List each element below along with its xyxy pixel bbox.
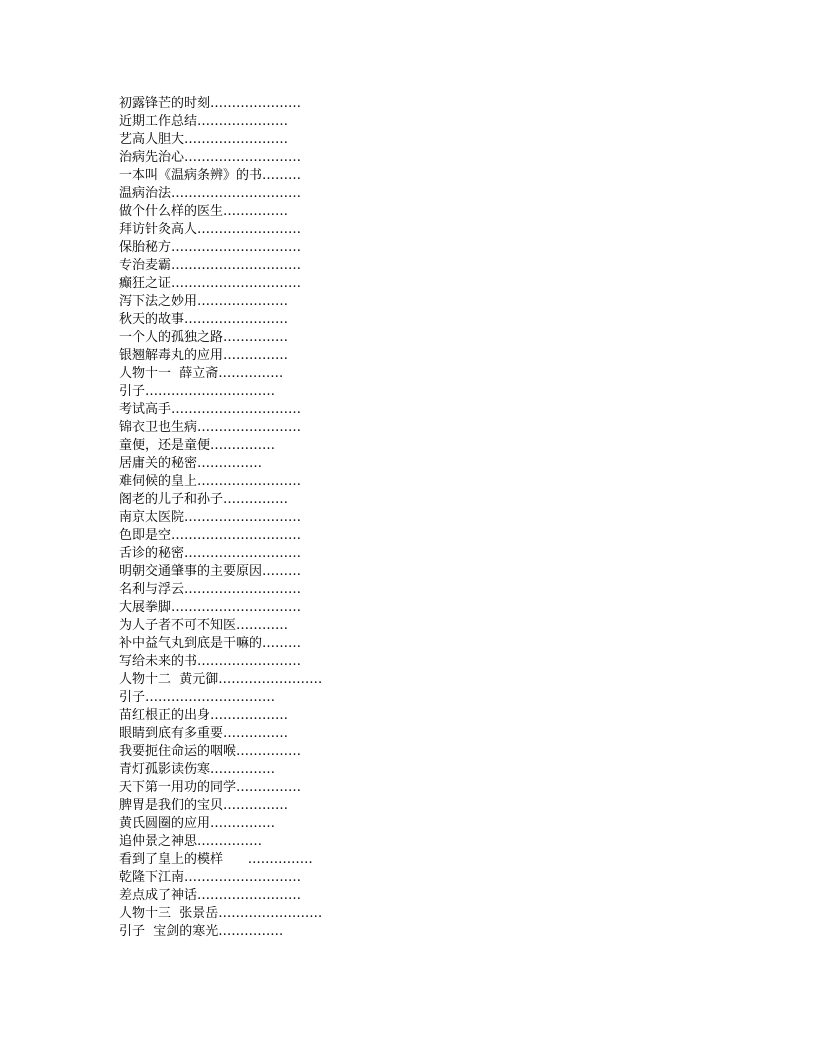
toc-entry: 癫狂之证………………………… — [119, 276, 302, 291]
toc-entry: 看到了皇上的模样 …………… — [119, 852, 313, 867]
toc-entry: 补中益气丸到底是干嘛的……… — [119, 636, 302, 651]
toc-entry: 人物十一 薛立斋…………… — [119, 366, 284, 381]
toc-entry: 天下第一用功的同学…………… — [119, 780, 302, 795]
toc-entry: 阁老的儿子和孙子…………… — [119, 492, 289, 507]
toc-entry: 童便，还是童便…………… — [119, 438, 276, 453]
toc-entry: 一本叫《温病条辨》的书……… — [119, 168, 302, 183]
toc-entry: 治病先治心……………………… — [119, 150, 302, 165]
toc-entry: 我要扼住命运的咽喉…………… — [119, 744, 302, 759]
toc-entry: 人物十二 黄元御…………………… — [119, 672, 323, 687]
toc-entry: 引子………………………… — [119, 690, 276, 705]
toc-entry: 泻下法之妙用………………… — [119, 294, 289, 309]
toc-entry: 考试高手………………………… — [119, 402, 302, 417]
toc-entry: 专治麦霸………………………… — [119, 258, 302, 273]
toc-entry: 难伺候的皇上…………………… — [119, 474, 302, 489]
toc-entry: 青灯孤影读伤寒…………… — [119, 762, 276, 777]
toc-entry: 南京太医院……………………… — [119, 510, 302, 525]
toc-entry: 引子 宝剑的寒光…………… — [119, 924, 284, 939]
toc-entry: 一个人的孤独之路…………… — [119, 330, 289, 345]
toc-entry: 为人子者不可不知医………… — [119, 618, 289, 633]
toc-entry: 追仲景之神思…………… — [119, 834, 263, 849]
toc-entry: 做个什么样的医生…………… — [119, 204, 289, 219]
toc-entry: 近期工作总结………………… — [119, 114, 289, 129]
toc-entry: 引子………………………… — [119, 384, 276, 399]
toc-entry: 写给未来的书…………………… — [119, 654, 302, 669]
toc-entry: 初露锋芒的时刻………………… — [119, 96, 302, 111]
toc-entry: 苗红根正的出身……………… — [119, 708, 289, 723]
toc-entry: 黄氏圆圈的应用…………… — [119, 816, 276, 831]
toc-entry: 差点成了神话…………………… — [119, 888, 302, 903]
toc-entry: 锦衣卫也生病…………………… — [119, 420, 302, 435]
toc-entry: 温病治法………………………… — [119, 186, 302, 201]
toc-entry: 舌诊的秘密……………………… — [119, 546, 302, 561]
toc-entry: 居庸关的秘密…………… — [119, 456, 263, 471]
toc-entry: 大展拳脚………………………… — [119, 600, 302, 615]
toc-entry: 明朝交通肇事的主要原因……… — [119, 564, 302, 579]
toc-entry: 保胎秘方………………………… — [119, 240, 302, 255]
toc-entry: 拜访针灸高人…………………… — [119, 222, 302, 237]
toc-entry: 银翘解毒丸的应用…………… — [119, 348, 289, 363]
table-of-contents — [119, 95, 322, 941]
toc-entry: 色即是空………………………… — [119, 528, 302, 543]
toc-entry: 艺高人胆大…………………… — [119, 132, 289, 147]
toc-entry: 人物十三 张景岳…………………… — [119, 906, 323, 921]
toc-entry: 秋天的故事…………………… — [119, 312, 289, 327]
toc-entry: 脾胃是我们的宝贝…………… — [119, 798, 289, 813]
toc-entry: 名利与浮云……………………… — [119, 582, 302, 597]
toc-entry: 乾隆下江南……………………… — [119, 870, 302, 885]
toc-entry: 眼睛到底有多重要…………… — [119, 726, 289, 741]
